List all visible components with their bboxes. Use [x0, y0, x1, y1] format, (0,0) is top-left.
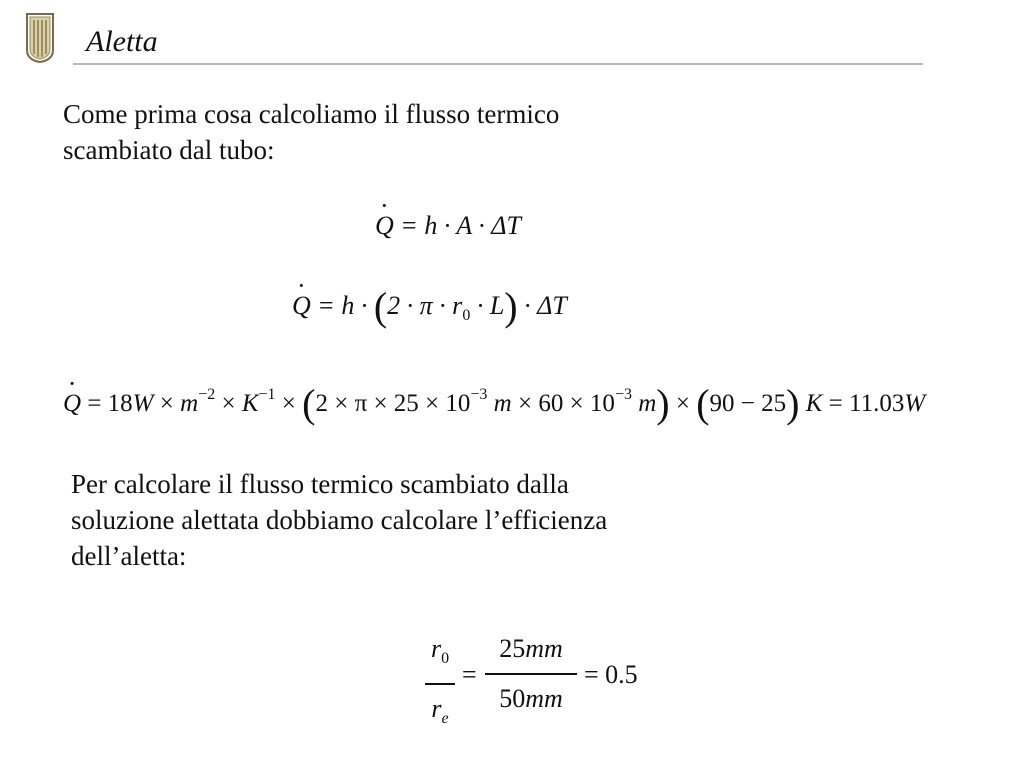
equation-heat-flow-general [375, 211, 521, 241]
eq3-area-1: 2 × π × 25 × 10 [315, 390, 471, 417]
radius-ratio-fraction [425, 633, 455, 735]
eq1-body: = h · A · ΔT [393, 211, 521, 240]
num-value: 25 [499, 634, 526, 663]
right-paren: ) [504, 284, 518, 329]
q-dot-symbol: · Q [375, 211, 394, 241]
intro-paragraph [63, 96, 763, 168]
times-sign: × [275, 390, 303, 417]
eq3-unit-m2: m [487, 390, 512, 417]
title-divider [73, 63, 923, 65]
q-dot-symbol: · Q [63, 389, 81, 419]
times-sign: × [215, 390, 242, 417]
eq3-area-2: × 60 × 10 [511, 390, 615, 417]
eq2-subscript: 0 [462, 307, 471, 324]
eq3-exp-1: −2 [198, 386, 216, 403]
eq2-rhs: · ΔT [517, 291, 567, 320]
left-paren: ( [302, 381, 316, 426]
eq3-exp-4: −3 [614, 386, 632, 403]
fraction-bar [485, 673, 577, 675]
left-paren: ( [696, 381, 710, 426]
eq3-unit-k2: K [799, 390, 823, 417]
r-symbol: r [430, 634, 442, 663]
sub-zero: 0 [441, 650, 450, 667]
slide-title: Aletta [86, 25, 158, 58]
equation-heat-flow-numeric [63, 380, 926, 426]
num-unit: mm [525, 634, 563, 663]
eq2-lhs: = h · [310, 291, 374, 320]
intro-line-1: Come prima cosa calcoliamo il flusso termico [63, 99, 560, 129]
university-logo-icon [24, 12, 56, 64]
ratio-result: = 0.5 [584, 660, 638, 689]
equation-heat-flow-tube [292, 284, 567, 331]
fin-line-1: Per calcolare il flusso termico scambiato dalla [71, 469, 569, 499]
times-sign: × [669, 390, 697, 417]
q-dot-symbol: · Q [292, 291, 311, 321]
fraction-bar [425, 683, 455, 685]
fin-efficiency-paragraph [71, 466, 791, 574]
right-paren: ) [786, 381, 800, 426]
sub-e: e [441, 709, 449, 727]
eq3-unit-w: W [132, 390, 154, 417]
mm-denominator [499, 683, 563, 715]
eq3-unit-m: m [180, 390, 199, 417]
mm-numerator [499, 633, 563, 665]
fin-line-2: soluzione alettata dobbiamo calcolare l’efficienza [71, 505, 608, 535]
eq3-unit-m3: m [631, 390, 657, 417]
intro-line-2: scambiato dal tubo: [63, 135, 275, 165]
r-symbol: r [431, 693, 442, 723]
eq3-part-1: = 18 [81, 390, 133, 417]
den-value: 50 [499, 683, 526, 713]
eq2-inner-2: · L [470, 291, 505, 320]
millimetre-fraction [485, 633, 577, 715]
equals-sign: = [462, 660, 477, 689]
den-unit: mm [525, 683, 563, 713]
eq2-inner: 2 · π · r [387, 291, 463, 320]
ratio-denominator [431, 693, 448, 735]
right-paren: ) [656, 381, 670, 426]
ratio-numerator [431, 633, 449, 675]
left-paren: ( [373, 284, 388, 329]
eq3-exp-2: −1 [258, 386, 276, 403]
fin-line-3: dell’aletta: [71, 541, 187, 571]
eq3-unit-w2: W [904, 390, 926, 417]
times-sign: × [153, 390, 181, 417]
eq3-delta-t: 90 − 25 [709, 390, 787, 417]
eq3-result: = 11.03 [822, 390, 905, 417]
eq3-exp-3: −3 [470, 386, 488, 403]
eq3-unit-k: K [241, 390, 259, 417]
